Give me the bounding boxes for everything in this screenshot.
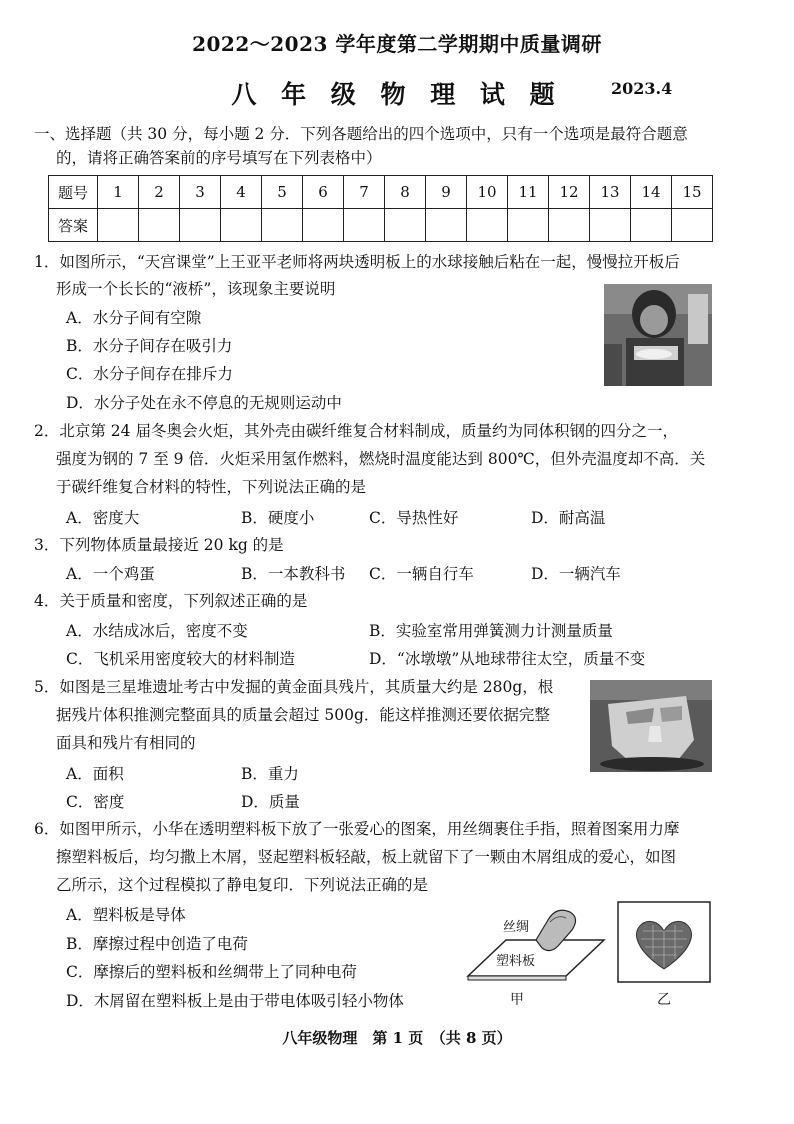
q3-option-d: D．一辆汽车 xyxy=(531,565,621,583)
q5-option-d: D．质量 xyxy=(241,793,300,811)
q2-stem-line1: 2．北京第 24 届冬奥会火炬，其外壳由碳纤维复合材料制成，质量约为同体积钢的四分之一， xyxy=(34,422,678,440)
q2-stem-line3: 于碳纤维复合材料的特性，下列说法正确的是 xyxy=(56,478,367,496)
q2-stem-line2: 强度为钢的 7 至 9 倍．火炬采用氢作燃料，燃烧时温度能达到 800℃，但外壳温度却不高．关 xyxy=(56,450,706,468)
question-number: 5 xyxy=(262,176,303,209)
answer-table xyxy=(48,175,713,242)
q5-stem-line2: 据残片体积推测完整面具的质量会超过 500g．能这样推测还要依据完整 xyxy=(56,706,550,724)
q1-option-b: B．水分子间存在吸引力 xyxy=(66,337,233,355)
q6-option-b: B．摩擦过程中创造了电荷 xyxy=(66,935,248,953)
q6-option-a: A．塑料板是导体 xyxy=(66,906,186,924)
q3-option-b: B．一本教科书 xyxy=(241,565,346,583)
answer-cell[interactable] xyxy=(672,209,713,242)
q5-stem-line3: 面具和残片有相同的 xyxy=(56,734,196,752)
q4-stem: 4．关于质量和密度，下列叙述正确的是 xyxy=(34,592,308,610)
q3-option-a: A．一个鸡蛋 xyxy=(66,565,155,583)
question-number: 14 xyxy=(631,176,672,209)
q2-option-d: D．耐高温 xyxy=(531,509,606,527)
answer-cell[interactable] xyxy=(262,209,303,242)
question-number: 2 xyxy=(139,176,180,209)
figure-b-caption: 乙 xyxy=(657,992,671,1008)
answer-cell[interactable] xyxy=(303,209,344,242)
liquid-bridge-photo xyxy=(604,284,712,386)
answer-table-number-row xyxy=(49,176,713,209)
question-number: 3 xyxy=(180,176,221,209)
q4-option-d: D．“冰墩墩”从地球带往太空，质量不变 xyxy=(369,650,646,668)
answer-cell[interactable] xyxy=(385,209,426,242)
question-number: 10 xyxy=(467,176,508,209)
question-number: 15 xyxy=(672,176,713,209)
answer-cell[interactable] xyxy=(508,209,549,242)
figure-a-plastic-plate xyxy=(466,900,606,990)
question-number: 12 xyxy=(549,176,590,209)
q6-option-d: D．木屑留在塑料板上是由于带电体吸引轻小物体 xyxy=(66,992,404,1010)
q1-option-d: D．水分子处在永不停息的无规则运动中 xyxy=(66,394,342,412)
q3-stem: 3．下列物体质量最接近 20 kg 的是 xyxy=(34,536,284,554)
answer-cell[interactable] xyxy=(426,209,467,242)
answer-cell[interactable] xyxy=(467,209,508,242)
q1-stem-line1: 1．如图所示，“天宫课堂”上王亚平老师将两块透明板上的水球接触后粘在一起，慢慢拉开板后 xyxy=(34,253,680,271)
q6-stem-line3: 乙所示，这个过程模拟了静电复印．下列说法正确的是 xyxy=(56,876,429,894)
q6-stem-line1: 6．如图甲所示，小华在透明塑料板下放了一张爱心的图案，用丝绸裹住手指，照着图案用力摩 xyxy=(34,820,680,838)
q1-stem-line2: 形成一个长长的“液桥”，该现象主要说明 xyxy=(56,280,336,298)
answer-cell[interactable] xyxy=(221,209,262,242)
q5-option-c: C．密度 xyxy=(66,793,125,811)
answer-cell[interactable] xyxy=(180,209,221,242)
figure-b-heart-plate xyxy=(617,901,711,983)
q6-stem-line2: 擦塑料板后，均匀撒上木屑，竖起塑料板轻敲，板上就留下了一颗由木屑组成的爱心，如图 xyxy=(56,848,677,866)
question-number: 1 xyxy=(98,176,139,209)
q5-stem-line1: 5．如图是三星堆遗址考古中发掘的黄金面具残片，其质量大约是 280g，根 xyxy=(34,678,554,696)
q6-option-c: C．摩擦后的塑料板和丝绸带上了同种电荷 xyxy=(66,963,357,981)
question-number: 8 xyxy=(385,176,426,209)
answer-cell[interactable] xyxy=(590,209,631,242)
q4-option-c: C．飞机采用密度较大的材料制造 xyxy=(66,650,295,668)
section-instruction-line1: 一、选择题（共 30 分，每小题 2 分．下列各题给出的四个选项中，只有一个选项是最符合题意 xyxy=(34,125,688,143)
answer-cell[interactable] xyxy=(549,209,590,242)
answer-cell[interactable] xyxy=(98,209,139,242)
q4-option-a: A．水结成冰后，密度不变 xyxy=(66,622,248,640)
exam-date: 2023.4 xyxy=(611,79,673,98)
q4-option-b: B．实验室常用弹簧测力计测量质量 xyxy=(369,622,613,640)
exam-subtitle: 八 年 级 物 理 试 题 xyxy=(231,80,563,109)
q2-option-c: C．导热性好 xyxy=(369,509,459,527)
q5-option-a: A．面积 xyxy=(66,765,124,783)
question-number: 7 xyxy=(344,176,385,209)
answer-cell[interactable] xyxy=(139,209,180,242)
figure-a-plate-label: 塑料板 xyxy=(496,954,536,969)
q2-option-a: A．密度大 xyxy=(66,509,140,527)
page-footer: 八年级物理 第 1 页 （共 8 页） xyxy=(282,1029,512,1047)
answer-cell[interactable] xyxy=(631,209,672,242)
question-number: 4 xyxy=(221,176,262,209)
section-instruction-line2: 的，请将正确答案前的序号填写在下列表格中） xyxy=(56,149,382,167)
figure-a-caption: 甲 xyxy=(510,992,524,1008)
row-label-answer: 答案 xyxy=(49,209,98,242)
question-number: 9 xyxy=(426,176,467,209)
answer-table-answer-row xyxy=(49,209,713,242)
figure-a-silk-label: 丝绸 xyxy=(503,920,530,935)
question-number: 6 xyxy=(303,176,344,209)
q2-option-b: B．硬度小 xyxy=(241,509,315,527)
q1-option-a: A．水分子间有空隙 xyxy=(66,309,202,327)
exam-title: 2022～2023 学年度第二学期期中质量调研 xyxy=(192,32,602,56)
gold-mask-photo xyxy=(590,680,712,772)
row-label-number: 题号 xyxy=(49,176,98,209)
question-number: 13 xyxy=(590,176,631,209)
question-number: 11 xyxy=(508,176,549,209)
answer-cell[interactable] xyxy=(344,209,385,242)
q3-option-c: C．一辆自行车 xyxy=(369,565,474,583)
q1-option-c: C．水分子间存在排斥力 xyxy=(66,365,233,383)
q5-option-b: B．重力 xyxy=(241,765,299,783)
